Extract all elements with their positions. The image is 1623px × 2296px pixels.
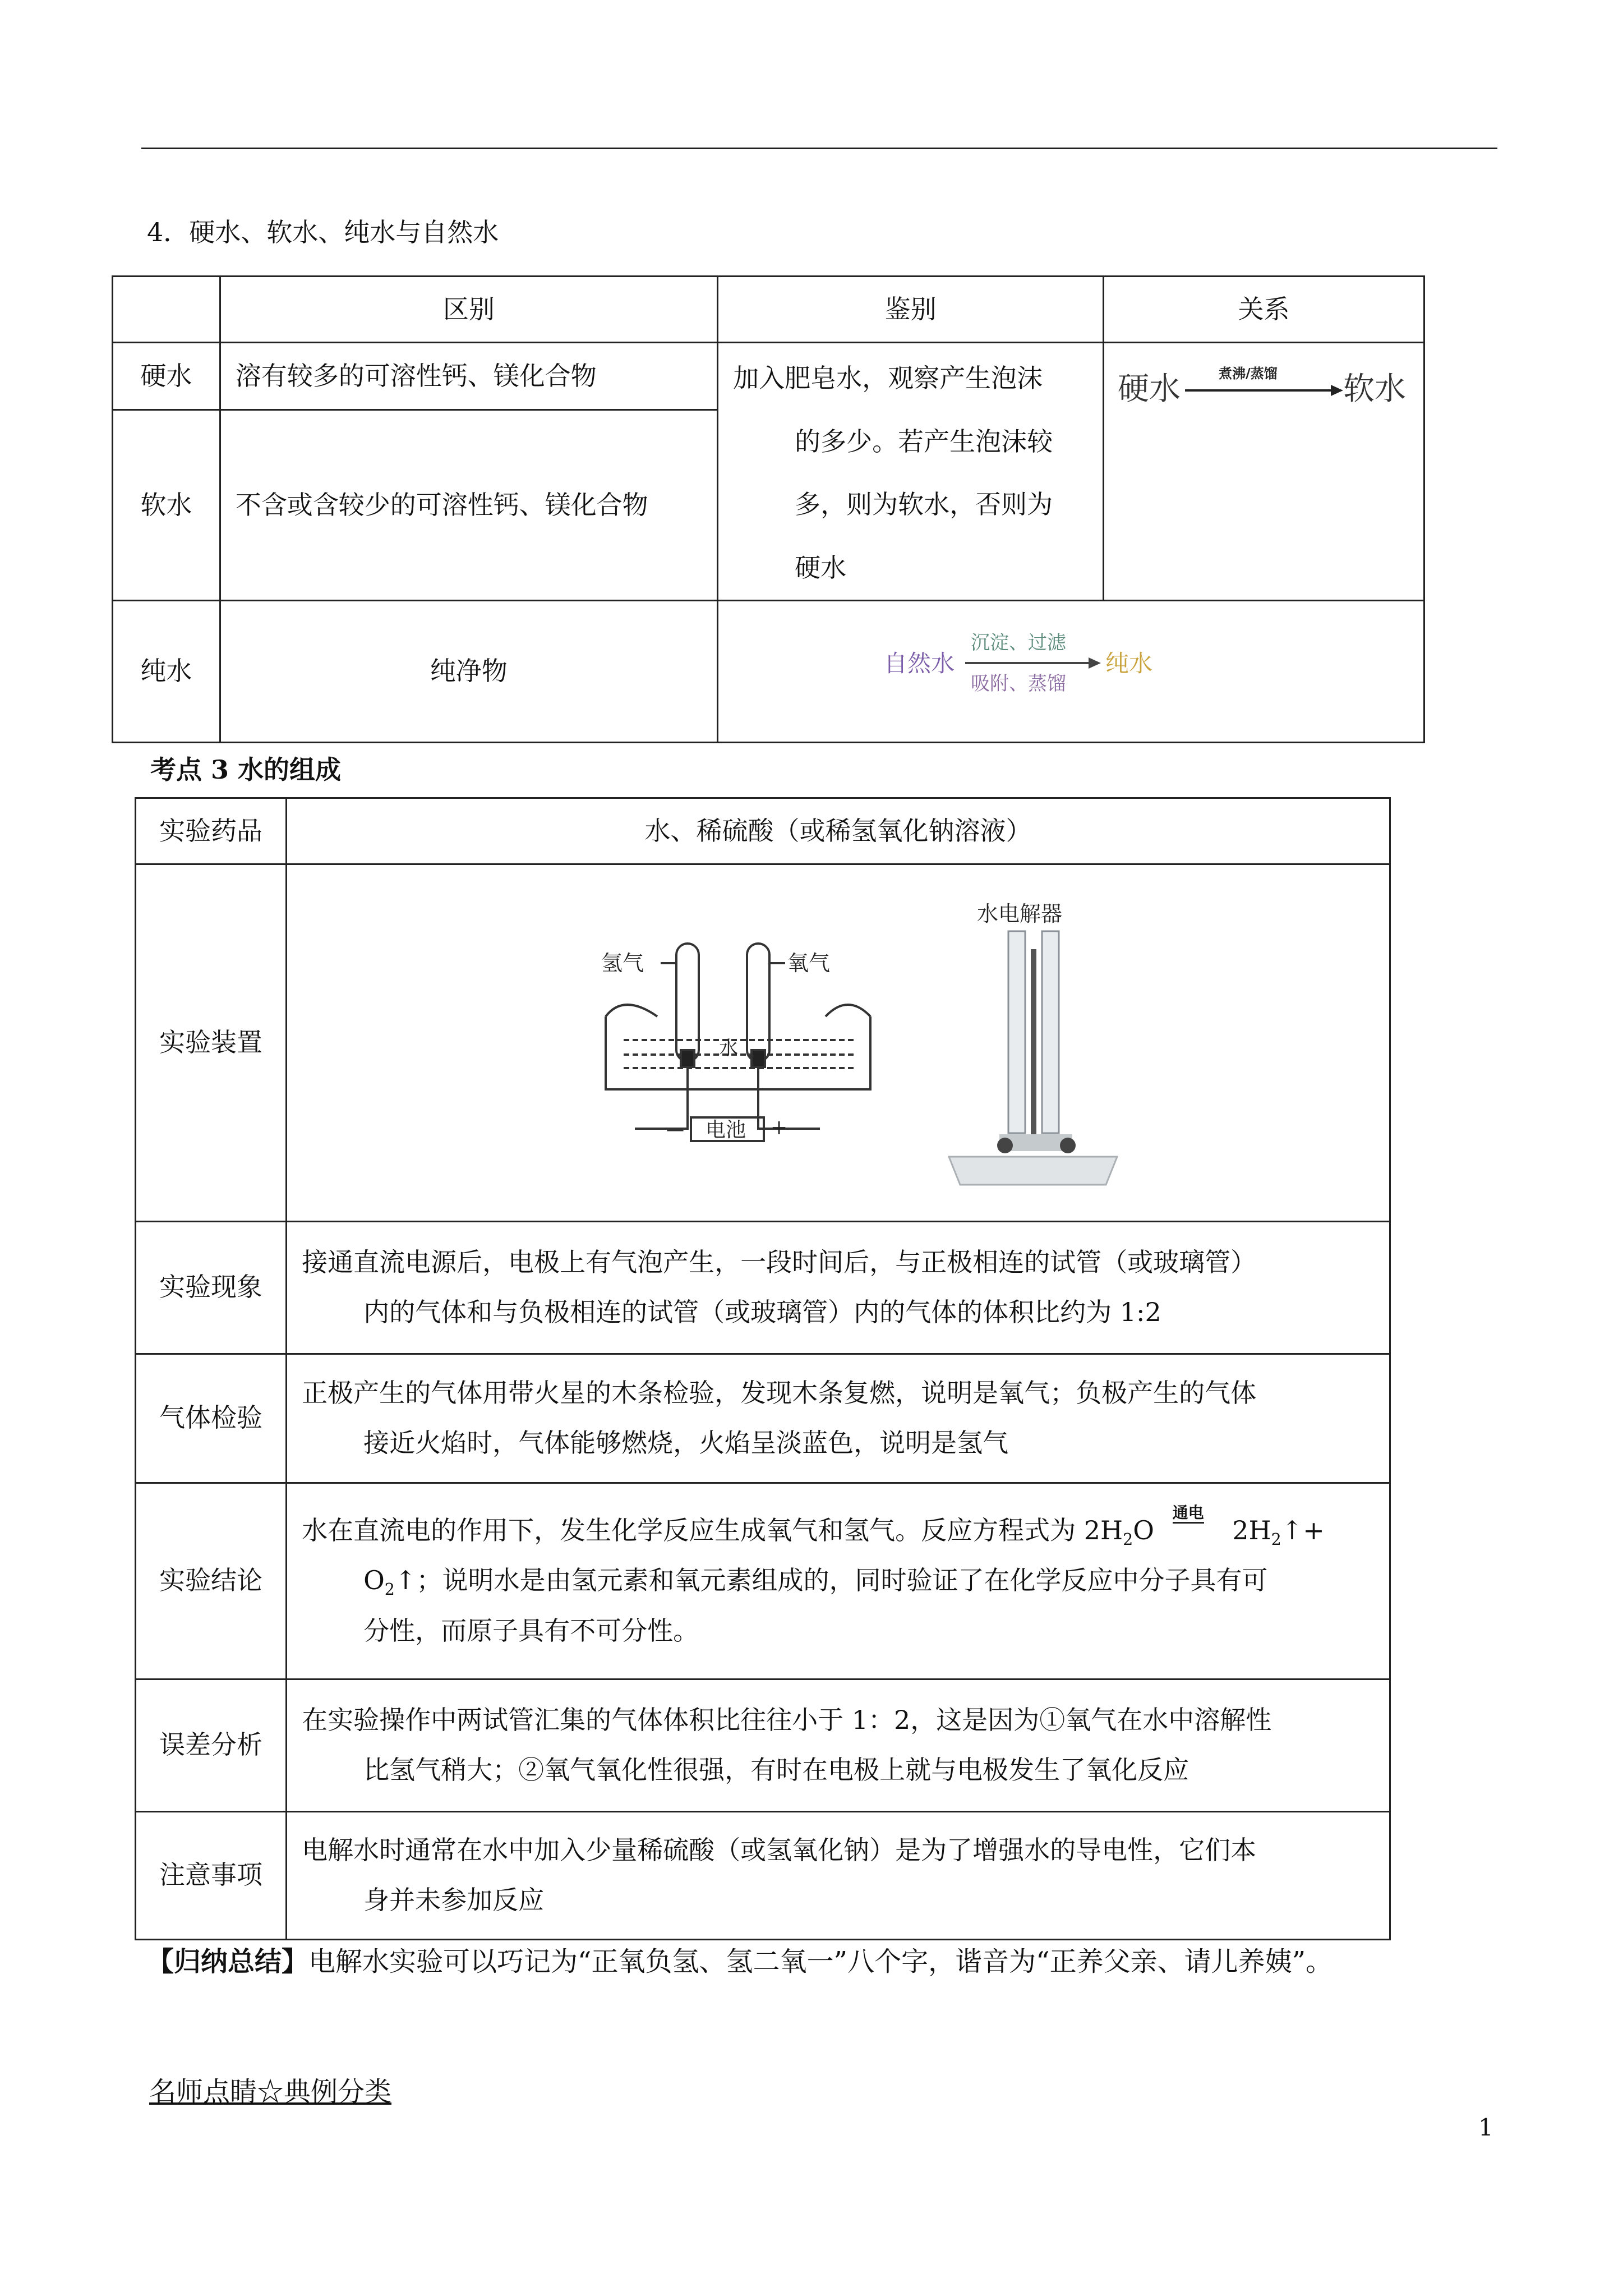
label-h2: 氢气 — [601, 951, 644, 976]
gas-test-label: 气体检验 — [136, 1354, 287, 1483]
identify-line: 硬水 — [795, 553, 847, 583]
table1-header-relation: 关系 — [1103, 277, 1424, 343]
notice-line: 电解水时通常在水中加入少量稀硫酸（或氢氧化钠）是为了增强水的导电性，它们本 — [302, 1834, 1257, 1865]
label-battery: 电池 — [706, 1119, 746, 1142]
reagent-value: 水、稀硫酸（或稀氢氧化钠溶液） — [287, 798, 1390, 864]
identify-line: 多，则为软水，否则为 — [795, 489, 1053, 520]
identify-line: 的多少。若产生泡沫较 — [795, 426, 1053, 457]
conclusion-line: 分性，而原子具有不可分性。 — [363, 1616, 699, 1646]
relation-over-arrow: 煮沸/蒸馏 — [1218, 365, 1278, 381]
electrode-right — [751, 1050, 765, 1067]
trough-rim-left — [606, 1005, 657, 1016]
apparatus-label: 实验装置 — [136, 864, 287, 1222]
conclusion-line: ↑；说明水是由氢元素和氧元素组成的，同时验证了在化学反应中分子具有可 — [394, 1565, 1268, 1596]
arrow-head-icon — [1331, 385, 1343, 396]
header-rule — [141, 148, 1497, 149]
left-tube — [1008, 931, 1025, 1133]
subscript: 2 — [384, 1580, 395, 1599]
hard-water-difference: 溶有较多的可溶性钙、镁化合物 — [220, 343, 717, 410]
pure-relation-to: 纯水 — [1105, 650, 1153, 677]
error-text — [287, 1679, 1390, 1811]
trough — [606, 1016, 870, 1089]
formula-h2: 2H — [1232, 1515, 1271, 1545]
phenomenon-line: 内的气体和与负极相连的试管（或玻璃管）内的气体的体积比约为 1:2 — [363, 1297, 1161, 1328]
notice-line: 身并未参加反应 — [363, 1885, 545, 1916]
relation-cell — [1103, 343, 1424, 601]
right-tube — [1042, 931, 1059, 1133]
label-minus: — — [666, 1119, 685, 1140]
apparatus-cell — [287, 864, 1390, 1222]
phenomenon-label: 实验现象 — [136, 1221, 287, 1354]
terminal-left — [997, 1138, 1013, 1153]
pure-relation-from: 自然水 — [884, 650, 955, 677]
pure-water-difference: 纯净物 — [220, 601, 717, 743]
o2-tube — [747, 944, 769, 1061]
table1-header-empty — [113, 277, 220, 343]
summary-label: 【归纳总结】 — [147, 1946, 309, 1977]
label-plus: + — [771, 1116, 788, 1139]
teacher-tips-heading: 名师点睛☆典例分类 — [149, 2076, 392, 2108]
row-label-hard-water: 硬水 — [113, 343, 220, 410]
section-heading: 4．硬水、软水、纯水与自然水 — [147, 217, 499, 247]
identify-cell — [718, 343, 1104, 601]
phenomenon-line: 接通直流电源后，电极上有气泡产生，一段时间后，与正极相连的试管（或玻璃管） — [302, 1246, 1257, 1277]
label-water: 水 — [719, 1037, 739, 1060]
pure-relation-over: 沉淀、过滤 — [971, 632, 1067, 654]
center-rod — [1031, 949, 1036, 1134]
conclusion-label: 实验结论 — [136, 1483, 287, 1679]
natural-to-pure-diagram — [718, 601, 1391, 725]
phenomenon-text — [287, 1221, 1390, 1354]
label-o2: 氧气 — [787, 951, 831, 976]
identify-line: 加入肥皂水，观察产生泡沫 — [733, 363, 1043, 393]
arrow-head-icon — [1089, 657, 1101, 669]
kaodian-title: 考点 3 水的组成 — [150, 754, 342, 785]
pure-relation-cell — [718, 601, 1424, 743]
hard-to-soft-diagram — [1118, 359, 1421, 415]
gas-line: 正极产生的气体用带火星的木条检验，发现木条复燃，说明是氧气；负极产生的气体 — [302, 1377, 1257, 1408]
summary — [147, 1940, 1332, 1978]
gas-test-text — [287, 1354, 1390, 1483]
table1-header-difference: 区别 — [220, 277, 717, 343]
condition-text: 通电 — [1173, 1503, 1204, 1524]
relation-from: 硬水 — [1117, 371, 1181, 407]
base — [949, 1157, 1117, 1185]
label-device: 水电解器 — [977, 901, 1063, 926]
apparatus-illustration — [287, 865, 1386, 1204]
notice-text — [287, 1811, 1390, 1939]
page-number: 1 — [1478, 2114, 1493, 2141]
soft-water-difference: 不含或含较少的可溶性钙、镁化合物 — [220, 410, 717, 601]
trough-diagram — [606, 944, 870, 1141]
pure-relation-under: 吸附、蒸馏 — [971, 673, 1067, 695]
subscript: 2 — [1271, 1530, 1281, 1549]
trough-rim-right — [826, 1005, 870, 1016]
electrode-left — [681, 1050, 694, 1067]
row-label-pure-water: 纯水 — [113, 601, 220, 743]
formula-o: O — [1133, 1515, 1154, 1545]
error-line: 在实验操作中两试管汇集的气体体积比往往小于 1：2，这是因为①氧气在水中溶解性 — [302, 1704, 1272, 1735]
table1-header-identify: 鉴别 — [718, 277, 1104, 343]
relation-to: 软水 — [1343, 371, 1406, 407]
summary-text: 电解水实验可以巧记为“正氧负氢、氢二氧一”八个字，谐音为“正养父亲、请儿养姨”。 — [308, 1946, 1333, 1977]
reaction-condition — [1163, 1503, 1224, 1556]
water-composition-table — [135, 797, 1391, 1940]
formula-o2: O — [363, 1565, 385, 1596]
conclusion-text — [287, 1483, 1390, 1679]
terminal-right — [1060, 1138, 1076, 1153]
row-label-soft-water: 软水 — [113, 410, 220, 601]
gas-line: 接近火焰时，气体能够燃烧，火焰呈淡蓝色，说明是氢气 — [363, 1428, 1009, 1458]
conclusion-line: 水在直流电的作用下，发生化学反应生成氧气和氢气。反应方程式为 2H — [302, 1515, 1123, 1545]
error-line: 比氢气稍大；②氧气氧化性很强，有时在电极上就与电极发生了氧化反应 — [363, 1755, 1189, 1786]
reagent-label: 实验药品 — [136, 798, 287, 864]
water-types-table — [112, 275, 1425, 743]
notice-label: 注意事项 — [136, 1811, 287, 1939]
error-label: 误差分析 — [136, 1679, 287, 1811]
hoffman-apparatus — [949, 931, 1117, 1185]
gas-up-symbol: ↑+ — [1281, 1515, 1325, 1545]
h2-tube — [676, 944, 699, 1061]
subscript: 2 — [1123, 1530, 1133, 1549]
